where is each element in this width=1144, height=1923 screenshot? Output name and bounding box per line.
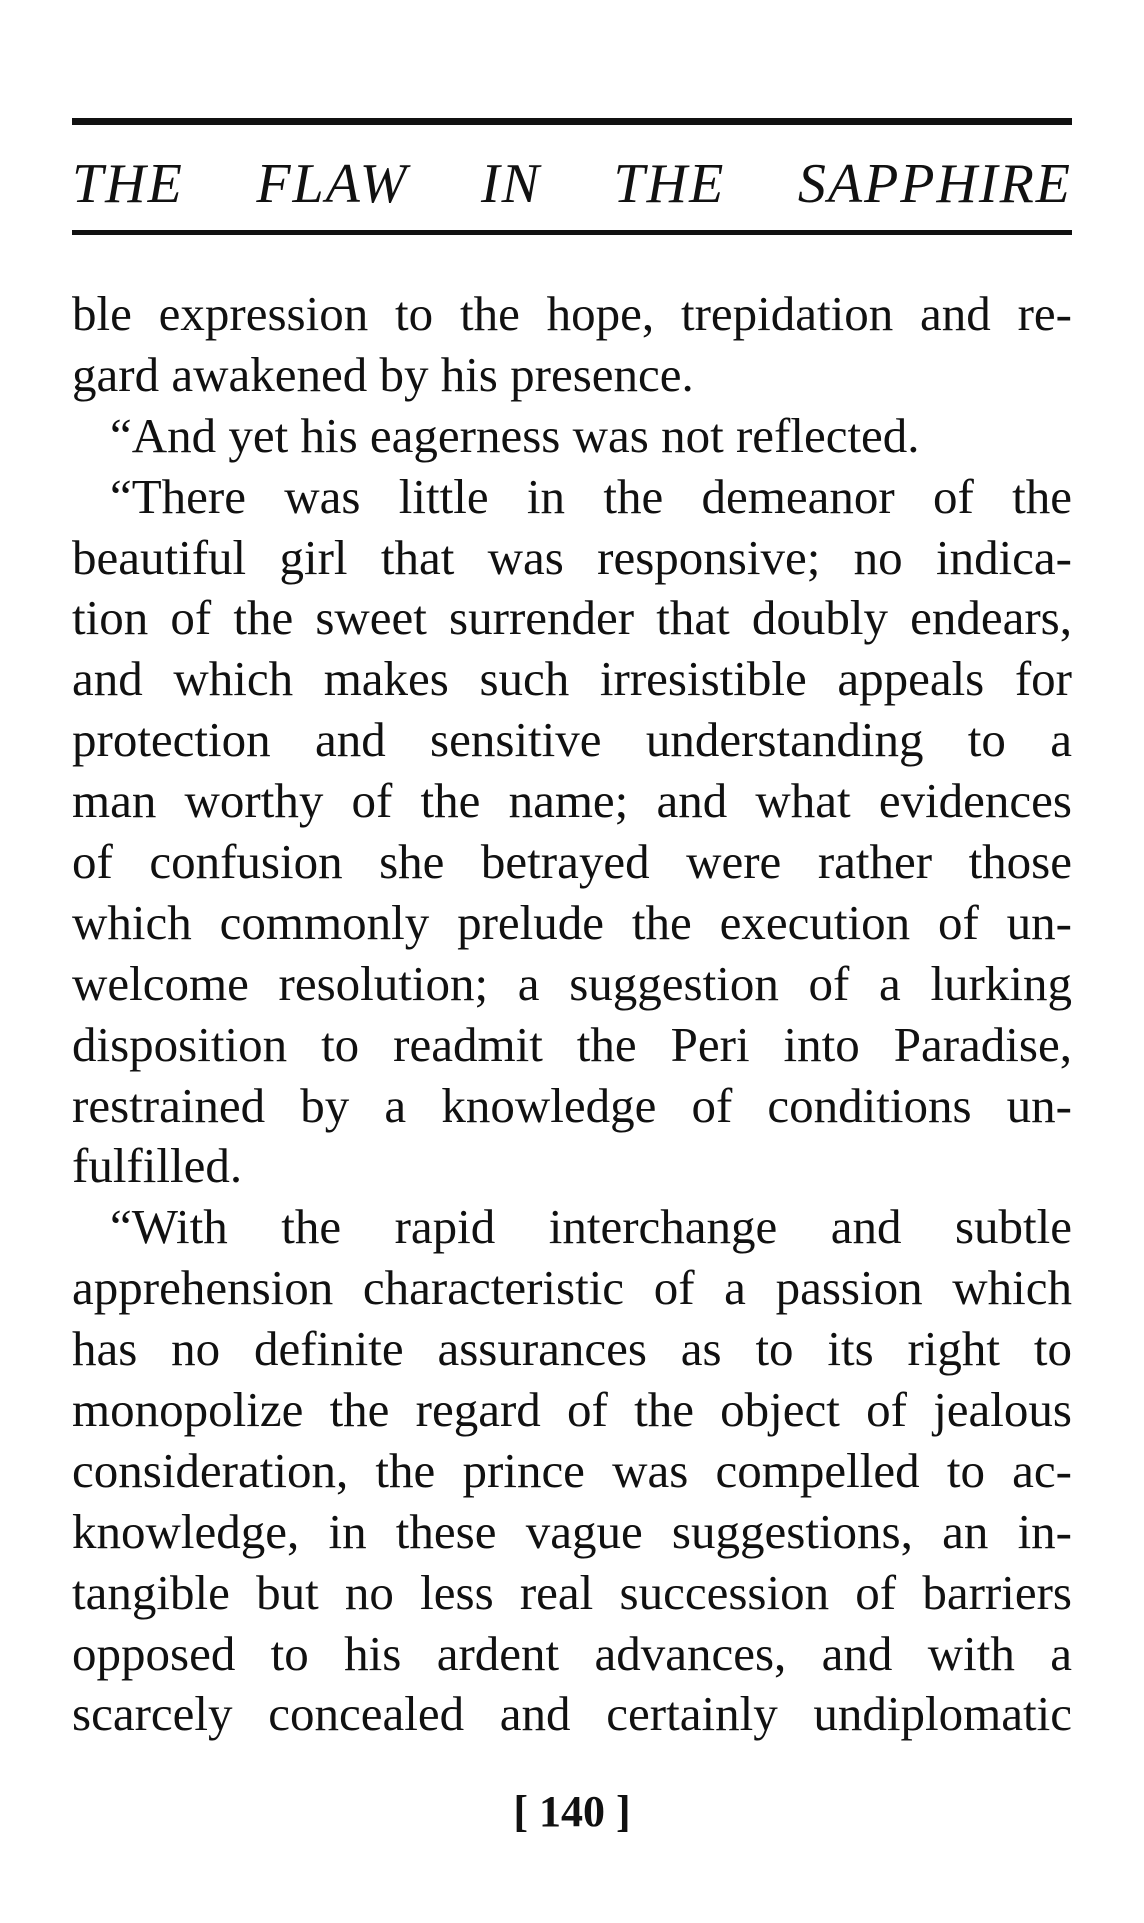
running-head-word: FLAW (256, 153, 409, 215)
text-line: disposition to readmit the Peri into Paradise, (72, 1016, 1072, 1072)
page-number: [ 140 ] (513, 1787, 631, 1836)
running-head-word: SAPPHIRE (797, 153, 1072, 215)
running-head (72, 148, 1072, 220)
body-text (72, 284, 1072, 1745)
text-line: has no definite assurances as to its right to (72, 1321, 1072, 1377)
header-rule-bottom (72, 230, 1072, 235)
text-line: “There was little in the demeanor of the (110, 468, 1072, 524)
text-line: and which makes such irresistible appeals for (72, 651, 1072, 707)
text-line: gard awakened by his presence. (72, 346, 694, 402)
text-line: knowledge, in these vague suggestions, an in- (72, 1503, 1072, 1559)
text-line: tion of the sweet surrender that doubly endears, (72, 590, 1072, 646)
text-line: beautiful girl that was responsive; no indica- (72, 529, 1072, 585)
header-rule-top (72, 118, 1072, 125)
text-line: ble expression to the hope, trepidation and re- (72, 286, 1072, 341)
running-head-word: IN (481, 153, 541, 215)
text-line: protection and sensitive understanding to a (72, 712, 1072, 768)
text-line: of confusion she betrayed were rather those (72, 834, 1072, 890)
text-line: apprehension characteristic of a passion which (72, 1260, 1072, 1316)
running-head-word: THE (613, 153, 726, 215)
text-line: scarcely concealed and certainly undiplomatic (72, 1686, 1072, 1742)
running-head-word: THE (72, 153, 184, 215)
text-line: “With the rapid interchange and subtle (110, 1199, 1072, 1255)
text-line: opposed to his ardent advances, and with a (72, 1625, 1072, 1681)
text-line: which commonly prelude the execution of un- (72, 894, 1072, 950)
text-line: consideration, the prince was compelled to ac- (72, 1442, 1072, 1498)
text-line: man worthy of the name; and what evidences (72, 773, 1072, 829)
text-line: welcome resolution; a suggestion of a lurking (72, 955, 1072, 1011)
text-line: tangible but no less real succession of barriers (72, 1564, 1072, 1620)
text-line: monopolize the regard of the object of jealous (72, 1382, 1072, 1438)
text-line: “And yet his eagerness was not reflected. (110, 407, 920, 463)
text-line: restrained by a knowledge of conditions un- (72, 1077, 1072, 1133)
text-line: fulfilled. (72, 1138, 243, 1194)
